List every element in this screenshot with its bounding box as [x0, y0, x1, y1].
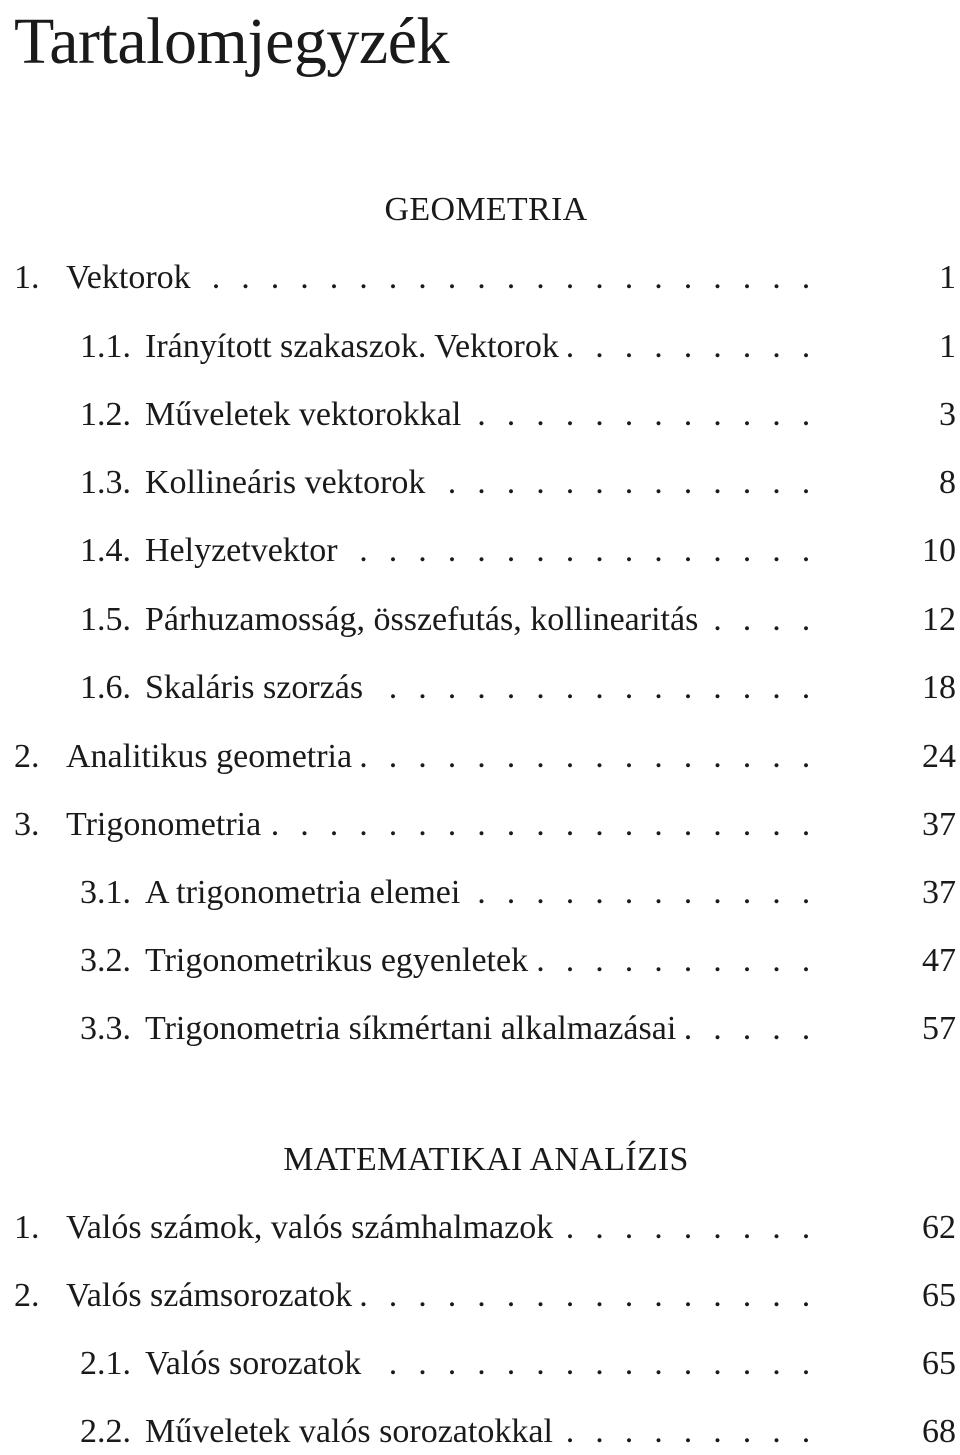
- leader-dot: .: [595, 259, 604, 296]
- leader-dot: .: [624, 874, 634, 911]
- page-title: Tartalomjegyzék: [14, 5, 450, 78]
- entry-number: 1.1.: [80, 328, 131, 365]
- leader-dot: .: [772, 1413, 781, 1450]
- leader-dot: .: [565, 942, 575, 979]
- leader-dot: .: [772, 396, 781, 433]
- dot-leader: [0, 463, 830, 503]
- leader-dot: .: [388, 259, 398, 296]
- entry-page-number: 65: [922, 1277, 956, 1314]
- leader-dot: .: [447, 669, 457, 706]
- entry-title: Trigonometria: [66, 806, 262, 843]
- leader-dot: .: [447, 738, 457, 775]
- leader-dot: .: [388, 532, 398, 569]
- leader-dot: .: [477, 464, 486, 501]
- leader-dot: .: [654, 532, 663, 569]
- entry-title: Trigonometrikus egyenletek: [145, 942, 529, 979]
- toc-entry[interactable]: [0, 531, 960, 571]
- dot-leader: [0, 258, 830, 298]
- leader-dot: .: [388, 806, 398, 843]
- entry-number: 3.2.: [80, 942, 131, 979]
- leader-dot: .: [683, 806, 693, 843]
- leader-dot: .: [742, 532, 752, 569]
- leader-dot: .: [683, 1345, 693, 1382]
- toc-entry[interactable]: [0, 737, 960, 777]
- leader-dot: .: [595, 1209, 604, 1246]
- toc-entry[interactable]: [0, 463, 960, 503]
- leader-dot: .: [506, 669, 516, 706]
- leader-dot: .: [418, 259, 427, 296]
- leader-dot: .: [654, 259, 663, 296]
- entry-number: 2.: [14, 738, 40, 775]
- leader-dot: .: [683, 464, 693, 501]
- leader-dot: .: [565, 806, 575, 843]
- leader-dot: .: [683, 942, 693, 979]
- leader-dot: .: [595, 806, 604, 843]
- dot-leader: [0, 1208, 830, 1248]
- entry-title: Vektorok: [66, 259, 191, 296]
- entry-number: 2.1.: [80, 1345, 131, 1382]
- leader-dot: .: [683, 738, 693, 775]
- entry-title: Skaláris szorzás: [145, 669, 364, 706]
- leader-dot: .: [270, 806, 280, 843]
- dot-leader: [0, 668, 830, 708]
- leader-dot: .: [388, 1345, 398, 1382]
- leader-dot: .: [624, 1413, 634, 1450]
- leader-dot: .: [418, 1345, 427, 1382]
- leader-dot: .: [477, 669, 486, 706]
- leader-dot: .: [595, 669, 604, 706]
- leader-dot: .: [654, 1277, 663, 1314]
- toc-entry[interactable]: [0, 941, 960, 981]
- leader-dot: .: [772, 1277, 781, 1314]
- leader-dot: .: [713, 328, 722, 365]
- dot-leader: [0, 1344, 830, 1384]
- leader-dot: .: [565, 874, 575, 911]
- leader-dot: .: [801, 806, 811, 843]
- dot-leader: [0, 737, 830, 777]
- toc-entry[interactable]: [0, 1208, 960, 1248]
- leader-dot: .: [536, 942, 545, 979]
- entry-title: Irányított szakaszok. Vektorok: [145, 328, 559, 365]
- leader-dot: .: [683, 874, 693, 911]
- toc-entry[interactable]: [0, 327, 960, 367]
- leader-dot: .: [565, 259, 575, 296]
- leader-dot: .: [447, 1277, 457, 1314]
- leader-dot: .: [624, 1345, 634, 1382]
- leader-dot: .: [713, 738, 722, 775]
- leader-dot: .: [536, 806, 545, 843]
- leader-dot: .: [477, 1277, 486, 1314]
- leader-dot: .: [713, 396, 722, 433]
- dot-leader: [0, 1412, 830, 1452]
- leader-dot: .: [595, 532, 604, 569]
- leader-dot: .: [713, 1413, 722, 1450]
- leader-dot: .: [477, 259, 486, 296]
- leader-dot: .: [772, 464, 781, 501]
- leader-dot: .: [506, 532, 516, 569]
- leader-dot: .: [742, 1277, 752, 1314]
- leader-dot: .: [713, 464, 722, 501]
- toc-entry[interactable]: [0, 1344, 960, 1384]
- leader-dot: .: [300, 259, 309, 296]
- leader-dot: .: [536, 738, 545, 775]
- leader-dot: .: [447, 532, 457, 569]
- leader-dot: .: [270, 259, 280, 296]
- leader-dot: .: [624, 464, 634, 501]
- leader-dot: .: [801, 464, 811, 501]
- toc-entry[interactable]: [0, 668, 960, 708]
- leader-dot: .: [624, 532, 634, 569]
- leader-dot: .: [742, 1209, 752, 1246]
- entry-page-number: 62: [922, 1209, 956, 1246]
- leader-dot: .: [683, 1209, 693, 1246]
- leader-dot: .: [447, 1345, 457, 1382]
- entry-title: Trigonometria síkmértani alkalmazásai: [145, 1010, 677, 1047]
- leader-dot: .: [506, 738, 516, 775]
- leader-dot: .: [329, 806, 339, 843]
- entry-page-number: 1: [939, 259, 956, 296]
- leader-dot: .: [359, 532, 368, 569]
- leader-dot: .: [477, 1345, 486, 1382]
- leader-dot: .: [536, 1345, 545, 1382]
- entry-number: 1.3.: [80, 464, 131, 501]
- leader-dot: .: [654, 874, 663, 911]
- leader-dot: .: [654, 1413, 663, 1450]
- entry-title: Valós sorozatok: [145, 1345, 362, 1382]
- entry-page-number: 57: [922, 1010, 956, 1047]
- leader-dot: .: [536, 396, 545, 433]
- leader-dot: .: [683, 328, 693, 365]
- leader-dot: .: [506, 874, 516, 911]
- leader-dot: .: [801, 874, 811, 911]
- leader-dot: .: [801, 1345, 811, 1382]
- leader-dot: .: [742, 738, 752, 775]
- leader-dot: .: [713, 601, 722, 638]
- leader-dot: .: [477, 806, 486, 843]
- leader-dot: .: [801, 259, 811, 296]
- leader-dot: .: [801, 669, 811, 706]
- leader-dot: .: [536, 464, 545, 501]
- leader-dot: .: [388, 1277, 398, 1314]
- entry-page-number: 68: [922, 1413, 956, 1450]
- leader-dot: .: [477, 532, 486, 569]
- leader-dot: .: [772, 1010, 781, 1047]
- leader-dot: .: [654, 1209, 663, 1246]
- entry-number: 2.: [14, 1277, 40, 1314]
- leader-dot: .: [801, 1413, 811, 1450]
- leader-dot: .: [801, 942, 811, 979]
- leader-dot: .: [624, 1209, 634, 1246]
- leader-dot: .: [359, 806, 368, 843]
- leader-dot: .: [624, 738, 634, 775]
- leader-dot: .: [772, 738, 781, 775]
- leader-dot: .: [565, 1345, 575, 1382]
- leader-dot: .: [595, 738, 604, 775]
- leader-dot: .: [683, 532, 693, 569]
- leader-dot: .: [713, 669, 722, 706]
- dot-leader: [0, 327, 830, 367]
- leader-dot: .: [742, 601, 752, 638]
- leader-dot: .: [595, 328, 604, 365]
- entry-number: 1.4.: [80, 532, 131, 569]
- leader-dot: .: [536, 259, 545, 296]
- leader-dot: .: [565, 738, 575, 775]
- leader-dot: .: [654, 942, 663, 979]
- leader-dot: .: [683, 259, 693, 296]
- leader-dot: .: [772, 1345, 781, 1382]
- entry-number: 3.1.: [80, 874, 131, 911]
- entry-title: Kollineáris vektorok: [145, 464, 426, 501]
- leader-dot: .: [742, 942, 752, 979]
- leader-dot: .: [595, 1345, 604, 1382]
- leader-dot: .: [772, 328, 781, 365]
- leader-dot: .: [418, 532, 427, 569]
- leader-dot: .: [801, 328, 811, 365]
- leader-dot: .: [713, 1010, 722, 1047]
- dot-leader: [0, 395, 830, 435]
- leader-dot: .: [624, 396, 634, 433]
- leader-dot: .: [654, 738, 663, 775]
- leader-dot: .: [624, 806, 634, 843]
- leader-dot: .: [477, 874, 486, 911]
- section-heading-matematikai-analizis: MATEMATIKAI ANALÍZIS: [283, 1141, 689, 1178]
- leader-dot: .: [801, 1010, 811, 1047]
- leader-dot: .: [624, 328, 634, 365]
- leader-dot: .: [477, 738, 486, 775]
- leader-dot: .: [772, 669, 781, 706]
- leader-dot: .: [506, 806, 516, 843]
- entry-title: Valós számsorozatok: [66, 1277, 353, 1314]
- leader-dot: .: [713, 1209, 722, 1246]
- leader-dot: .: [713, 806, 722, 843]
- toc-entry[interactable]: [0, 1009, 960, 1049]
- entry-number: 2.2.: [80, 1413, 131, 1450]
- leader-dot: .: [565, 396, 575, 433]
- leader-dot: .: [654, 396, 663, 433]
- leader-dot: .: [565, 1413, 575, 1450]
- dot-leader: [0, 873, 830, 913]
- leader-dot: .: [801, 738, 811, 775]
- leader-dot: .: [801, 532, 811, 569]
- leader-dot: .: [654, 1345, 663, 1382]
- leader-dot: .: [300, 806, 309, 843]
- entry-number: 3.3.: [80, 1010, 131, 1047]
- leader-dot: .: [624, 259, 634, 296]
- leader-dot: .: [742, 1010, 752, 1047]
- toc-entry[interactable]: [0, 805, 960, 845]
- leader-dot: .: [654, 464, 663, 501]
- leader-dot: .: [742, 1345, 752, 1382]
- dot-leader: [0, 1009, 830, 1049]
- entry-title: Helyzetvektor: [145, 532, 338, 569]
- leader-dot: .: [742, 464, 752, 501]
- leader-dot: .: [359, 738, 368, 775]
- entry-page-number: 65: [922, 1345, 956, 1382]
- leader-dot: .: [418, 738, 427, 775]
- leader-dot: .: [506, 1277, 516, 1314]
- leader-dot: .: [683, 1010, 693, 1047]
- leader-dot: .: [595, 396, 604, 433]
- leader-dot: .: [654, 328, 663, 365]
- entry-number: 1.5.: [80, 601, 131, 638]
- toc-entry[interactable]: [0, 1412, 960, 1452]
- entry-number: 1.: [14, 1209, 40, 1246]
- leader-dot: .: [654, 806, 663, 843]
- leader-dot: .: [418, 669, 427, 706]
- toc-entry[interactable]: [0, 600, 960, 640]
- entry-page-number: 3: [939, 396, 956, 433]
- leader-dot: .: [447, 464, 457, 501]
- entry-title: Analitikus geometria: [66, 738, 353, 775]
- section-heading-geometria: GEOMETRIA: [384, 191, 588, 228]
- leader-dot: .: [683, 396, 693, 433]
- leader-dot: .: [506, 1345, 516, 1382]
- leader-dot: .: [683, 1413, 693, 1450]
- entry-page-number: 37: [922, 806, 956, 843]
- dot-leader: [0, 805, 830, 845]
- leader-dot: .: [742, 328, 752, 365]
- leader-dot: .: [565, 1277, 575, 1314]
- dot-leader: [0, 1276, 830, 1316]
- leader-dot: .: [418, 806, 427, 843]
- leader-dot: .: [713, 1277, 722, 1314]
- dot-leader: [0, 600, 830, 640]
- leader-dot: .: [801, 1209, 811, 1246]
- leader-dot: .: [506, 464, 516, 501]
- leader-dot: .: [742, 1413, 752, 1450]
- entry-page-number: 12: [922, 601, 956, 638]
- entry-page-number: 18: [922, 669, 956, 706]
- leader-dot: .: [565, 464, 575, 501]
- entry-title: Párhuzamosság, összefutás, kollinearitás: [145, 601, 699, 638]
- leader-dot: .: [418, 1277, 427, 1314]
- entry-title: Műveletek vektorokkal: [145, 396, 462, 433]
- leader-dot: .: [595, 1277, 604, 1314]
- entry-number: 1.2.: [80, 396, 131, 433]
- leader-dot: .: [359, 259, 368, 296]
- toc-entry[interactable]: [0, 395, 960, 435]
- leader-dot: .: [801, 396, 811, 433]
- leader-dot: .: [624, 1277, 634, 1314]
- toc-entry[interactable]: [0, 258, 960, 298]
- leader-dot: .: [447, 259, 457, 296]
- leader-dot: .: [624, 942, 634, 979]
- leader-dot: .: [713, 1345, 722, 1382]
- leader-dot: .: [772, 806, 781, 843]
- leader-dot: .: [742, 396, 752, 433]
- entry-number: 1.6.: [80, 669, 131, 706]
- entry-page-number: 37: [922, 874, 956, 911]
- leader-dot: .: [713, 532, 722, 569]
- leader-dot: .: [329, 259, 339, 296]
- leader-dot: .: [772, 601, 781, 638]
- leader-dot: .: [595, 874, 604, 911]
- leader-dot: .: [742, 259, 752, 296]
- leader-dot: .: [506, 259, 516, 296]
- leader-dot: .: [388, 738, 398, 775]
- entry-number: 1.: [14, 259, 40, 296]
- entry-page-number: 10: [922, 532, 956, 569]
- entry-page-number: 24: [922, 738, 956, 775]
- leader-dot: .: [772, 259, 781, 296]
- leader-dot: .: [683, 1277, 693, 1314]
- entry-title: A trigonometria elemei: [145, 874, 461, 911]
- leader-dot: .: [241, 259, 250, 296]
- entry-page-number: 1: [939, 328, 956, 365]
- leader-dot: .: [565, 328, 575, 365]
- leader-dot: .: [536, 532, 545, 569]
- leader-dot: .: [477, 396, 486, 433]
- leader-dot: .: [595, 464, 604, 501]
- dot-leader: [0, 531, 830, 571]
- leader-dot: .: [595, 1413, 604, 1450]
- leader-dot: .: [713, 874, 722, 911]
- leader-dot: .: [654, 669, 663, 706]
- leader-dot: .: [713, 942, 722, 979]
- leader-dot: .: [742, 874, 752, 911]
- leader-dot: .: [447, 806, 457, 843]
- leader-dot: .: [359, 1277, 368, 1314]
- entry-page-number: 8: [939, 464, 956, 501]
- leader-dot: .: [536, 669, 545, 706]
- leader-dot: .: [624, 669, 634, 706]
- leader-dot: .: [565, 669, 575, 706]
- leader-dot: .: [772, 1209, 781, 1246]
- dot-leader: [0, 941, 830, 981]
- entry-title: Műveletek valós sorozatokkal: [145, 1413, 553, 1450]
- leader-dot: .: [772, 874, 781, 911]
- entry-title: Valós számok, valós számhalmazok: [66, 1209, 554, 1246]
- leader-dot: .: [595, 942, 604, 979]
- entry-page-number: 47: [922, 942, 956, 979]
- leader-dot: .: [388, 669, 398, 706]
- leader-dot: .: [536, 1277, 545, 1314]
- leader-dot: .: [506, 396, 516, 433]
- leader-dot: .: [536, 874, 545, 911]
- leader-dot: .: [713, 259, 722, 296]
- leader-dot: .: [565, 532, 575, 569]
- toc-entry[interactable]: [0, 1276, 960, 1316]
- leader-dot: .: [742, 669, 752, 706]
- leader-dot: .: [211, 259, 221, 296]
- toc-entry[interactable]: [0, 873, 960, 913]
- leader-dot: .: [801, 601, 811, 638]
- leader-dot: .: [565, 1209, 575, 1246]
- entry-number: 3.: [14, 806, 40, 843]
- leader-dot: .: [683, 669, 693, 706]
- leader-dot: .: [772, 532, 781, 569]
- leader-dot: .: [772, 942, 781, 979]
- leader-dot: .: [801, 1277, 811, 1314]
- leader-dot: .: [742, 806, 752, 843]
